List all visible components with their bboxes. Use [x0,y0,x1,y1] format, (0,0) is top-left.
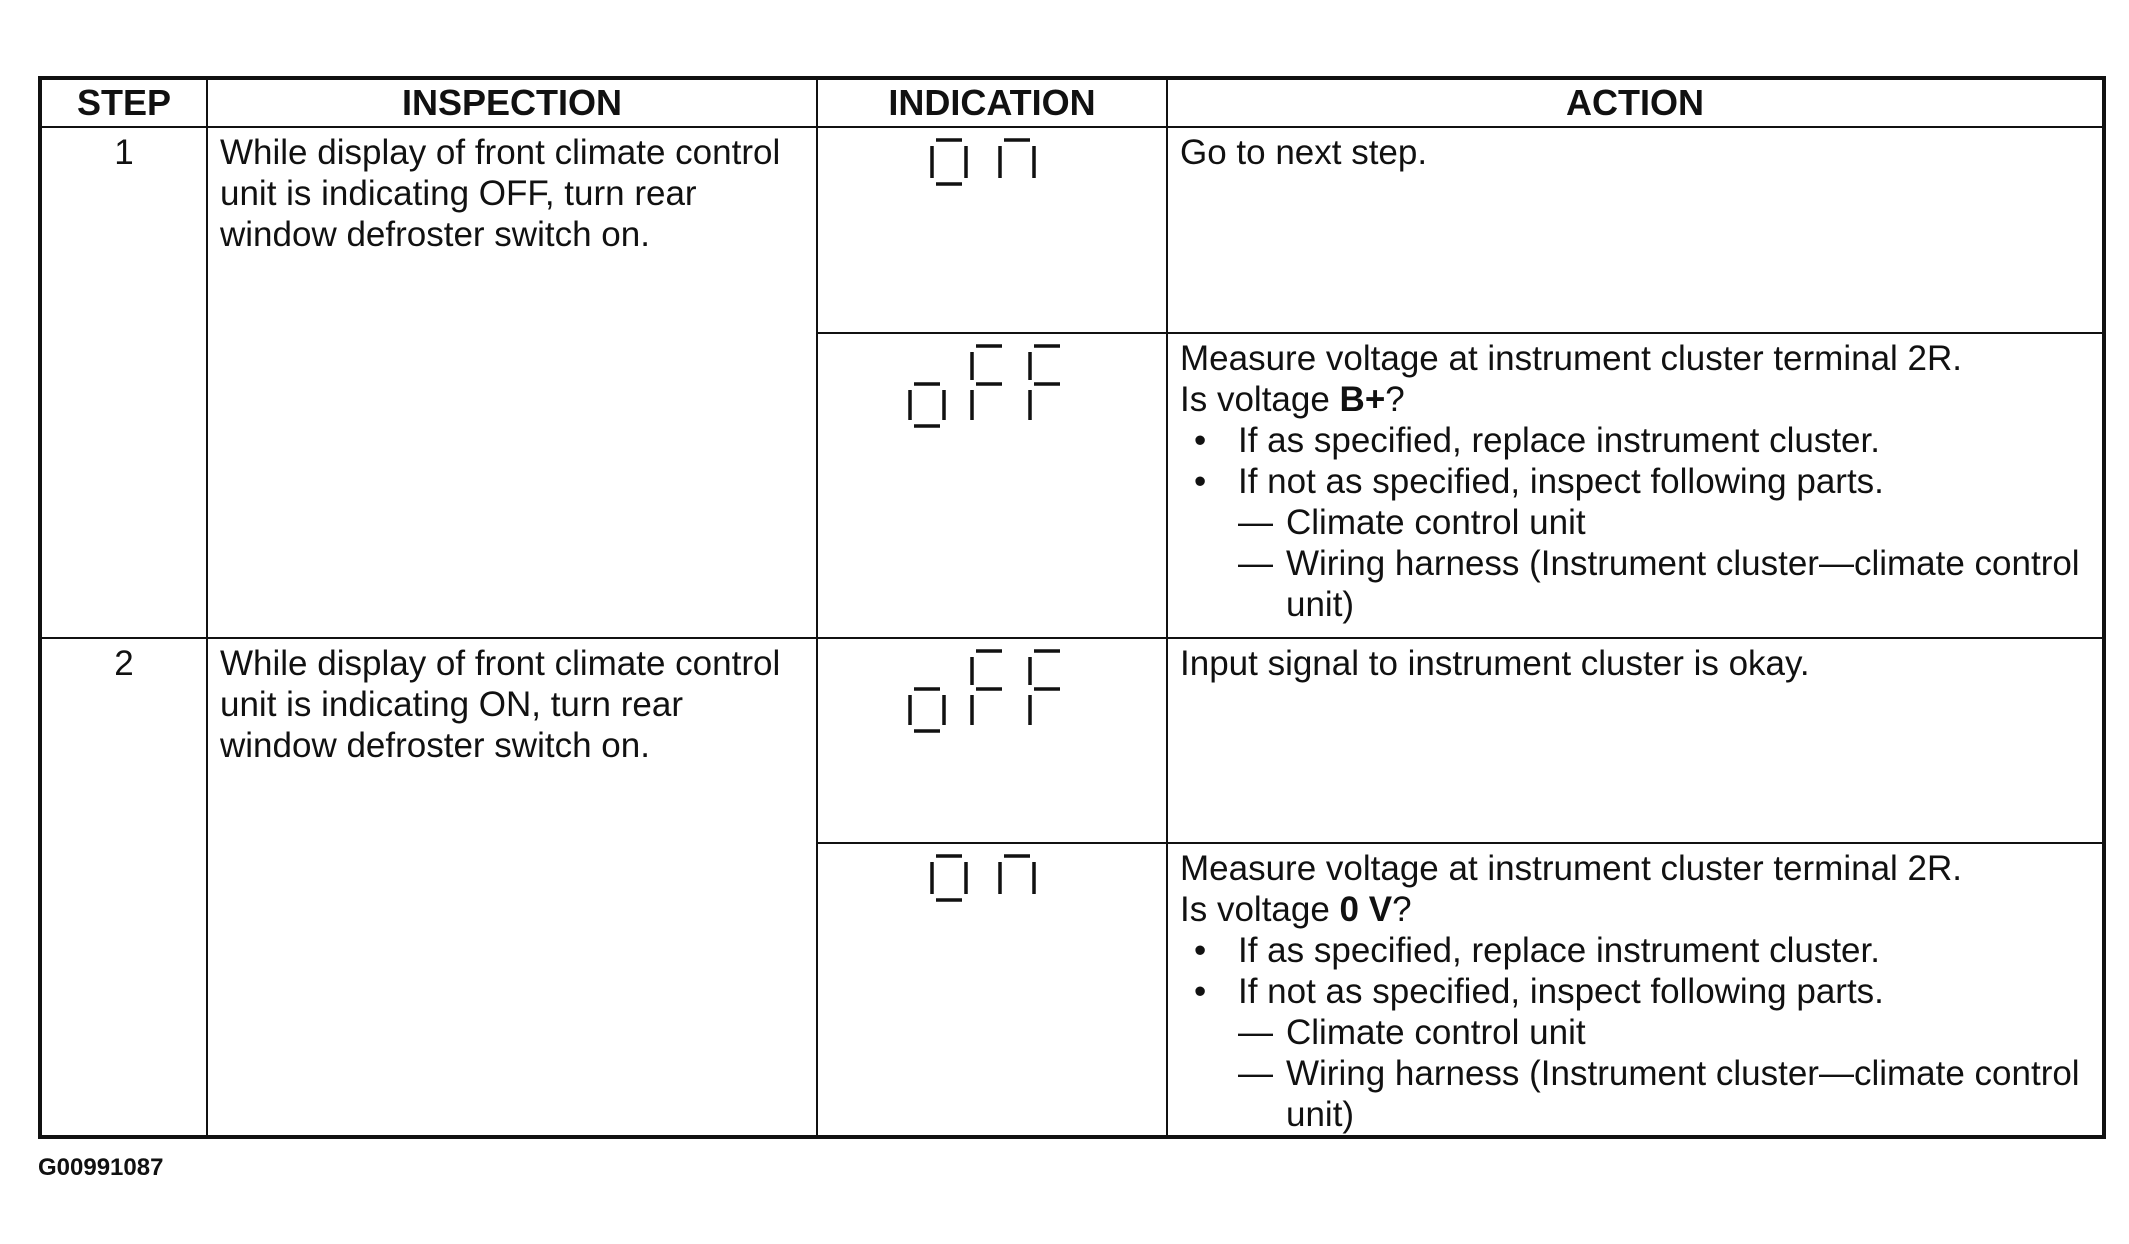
lcd-on-display-icon [922,132,1062,192]
question-prefix: Is voltage [1180,890,1340,929]
bullet-text: If as specified, replace instrument cluster. [1238,931,1880,970]
question-prefix: Is voltage [1180,380,1340,419]
dash-icon: — [1238,1054,1273,1093]
voltage-question [1180,379,2090,420]
dash-icon: — [1238,544,1273,583]
dash-text: Wiring harness (Instrument cluster—climate control unit) [1286,544,2080,624]
header-inspection: INSPECTION [207,78,817,127]
dash-text: Climate control unit [1286,1013,1586,1052]
indication-cell [817,843,1167,1137]
dash-text: Wiring harness (Instrument cluster—climate control unit) [1286,1054,2080,1134]
action-text: Measure voltage at instrument cluster terminal 2R. [1180,339,1962,378]
dash-icon: — [1238,503,1273,542]
table-row [40,127,2104,333]
question-suffix: ? [1385,380,1405,419]
action-cell [1167,127,2104,333]
dash-item [1180,1053,2090,1135]
action-text: Go to next step. [1180,133,1428,172]
bullet-item [1180,461,2090,502]
bullet-icon: • [1194,421,1207,460]
bullet-text: If as specified, replace instrument cluster. [1238,421,1880,460]
inspection-text: While display of front climate control unit is indicating OFF, turn rear window defroster switch on. [207,127,817,638]
action-text: Measure voltage at instrument cluster terminal 2R. [1180,849,1962,888]
dash-text: Climate control unit [1286,503,1586,542]
bullet-icon: • [1194,462,1207,501]
header-indication: INDICATION [817,78,1167,127]
indication-cell [817,638,1167,843]
header-action: ACTION [1167,78,2104,127]
voltage-spec: B+ [1339,380,1386,419]
diagnosis-table [38,76,2106,1139]
bullet-item [1180,930,2090,971]
voltage-question [1180,889,2090,930]
indication-cell [817,333,1167,638]
dash-icon: — [1238,1013,1273,1052]
voltage-spec: 0 V [1339,890,1393,929]
bullet-icon: • [1194,931,1207,970]
indication-cell [817,127,1167,333]
dash-item [1180,543,2090,625]
lcd-off-display-icon [902,643,1082,739]
action-cell [1167,333,2104,638]
action-cell [1167,843,2104,1137]
bullet-text: If not as specified, inspect following parts. [1238,972,1884,1011]
dash-item [1180,502,2090,543]
table-row [40,638,2104,843]
bullet-icon: • [1194,972,1207,1011]
step-number: 2 [40,638,207,1137]
figure-id: G00991087 [38,1154,164,1181]
step-number: 1 [40,127,207,638]
bullet-item [1180,420,2090,461]
action-cell [1167,638,2104,843]
dash-item [1180,1012,2090,1053]
header-step: STEP [40,78,207,127]
header-row [40,78,2104,127]
lcd-off-display-icon [902,338,1082,434]
inspection-text: While display of front climate control unit is indicating ON, turn rear window defroster switch on. [207,638,817,1137]
bullet-text: If not as specified, inspect following parts. [1238,462,1884,501]
bullet-item [1180,971,2090,1012]
question-suffix: ? [1392,890,1412,929]
lcd-on-display-icon [922,848,1062,908]
action-text: Input signal to instrument cluster is okay. [1180,644,1810,683]
